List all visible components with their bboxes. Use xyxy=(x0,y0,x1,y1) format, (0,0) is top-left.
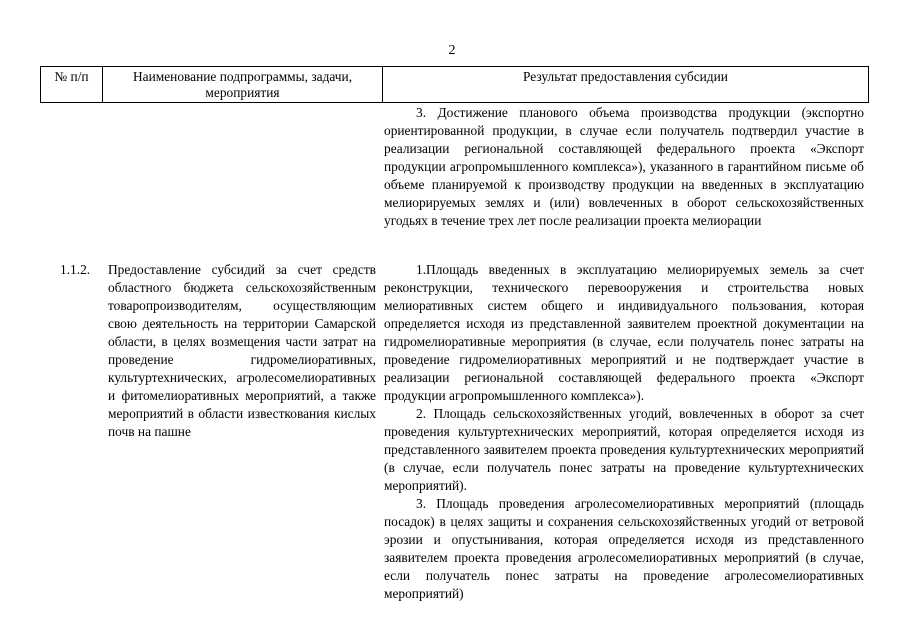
continuation-result xyxy=(384,104,864,230)
row-results-cell xyxy=(384,261,864,603)
continuation-result-item-3: 3. Достижение планового объема производства продукции (экспортно ориентированной продукции, в случае если получатель подтвердил участие в реализации региональной составляющей федерального проекта «Экспорт продукции агропромышленного комплекса»), указанного в гарантийном письме об объеме планируемой к производству продукции на введенных в эксплуатацию мелиорируемых землях и (или) вовлеченных в оборот сельскохозяйственных угодьях в течение трех лет после реализации проекта мелиорации xyxy=(384,105,864,228)
table-header-row xyxy=(41,67,869,103)
subsidy-table-header xyxy=(40,66,869,103)
header-name-column: Наименование подпрограммы, задачи, мероприятия xyxy=(103,67,383,103)
result-item-2: 2. Площадь сельскохозяйственных угодий, вовлеченных в оборот за счет проведения культуртехнических мероприятий, которая определяется исходя из представленного заявителем проекта проведения культуртехнических мероприятий (в случае, если получатель понес затраты на проведение культуртехнических мероприятий). xyxy=(384,406,864,493)
result-item-3: 3. Площадь проведения агролесомелиоративных мероприятий (площадь посадок) в целях защиты и сохранения сельскохозяйственных угодий от ветровой эрозии и опустынивания, которая определяется исходя из представленного заявителем проекта проведения агролесомелиоративных мероприятий (в случае, если получатель понес затраты на проведение агролесомелиоративных мероприятий) xyxy=(384,496,864,601)
result-item-1: 1.Площадь введенных в эксплуатацию мелиорируемых земель за счет реконструкции, технического перевооружения и строительства новых мелиоративных систем общего и индивидуального пользования, которая определяется исходя из представленной заявителем проектной документации на гидромелиоративные мероприятия (в случае, если получатель понес затраты на проведение гидромелиоративных мероприятий и не подтверждает участие в реализации региональной составляющей федерального проекта «Экспорт продукции агропромышленного комплекса»). xyxy=(384,262,864,403)
header-result-column: Результат предоставления субсидии xyxy=(383,67,869,103)
row-name-cell xyxy=(108,261,376,441)
row-name-text: Предоставление субсидий за счет средств областного бюджета сельскохозяйственным товаропроизводителям, осуществляющим свою деятельность на территории Самарской области, в целях возмещения части затрат на проведение гидромелиоративных, культуртехнических, агролесомелиоративных и фитомелиоративных мероприятий, а также мероприятий в области известкования кислых почв на пашне xyxy=(108,262,376,439)
page-number: 2 xyxy=(448,43,456,58)
row-number: 1.1.2. xyxy=(60,262,91,277)
header-number-column: № п/п xyxy=(41,67,103,103)
